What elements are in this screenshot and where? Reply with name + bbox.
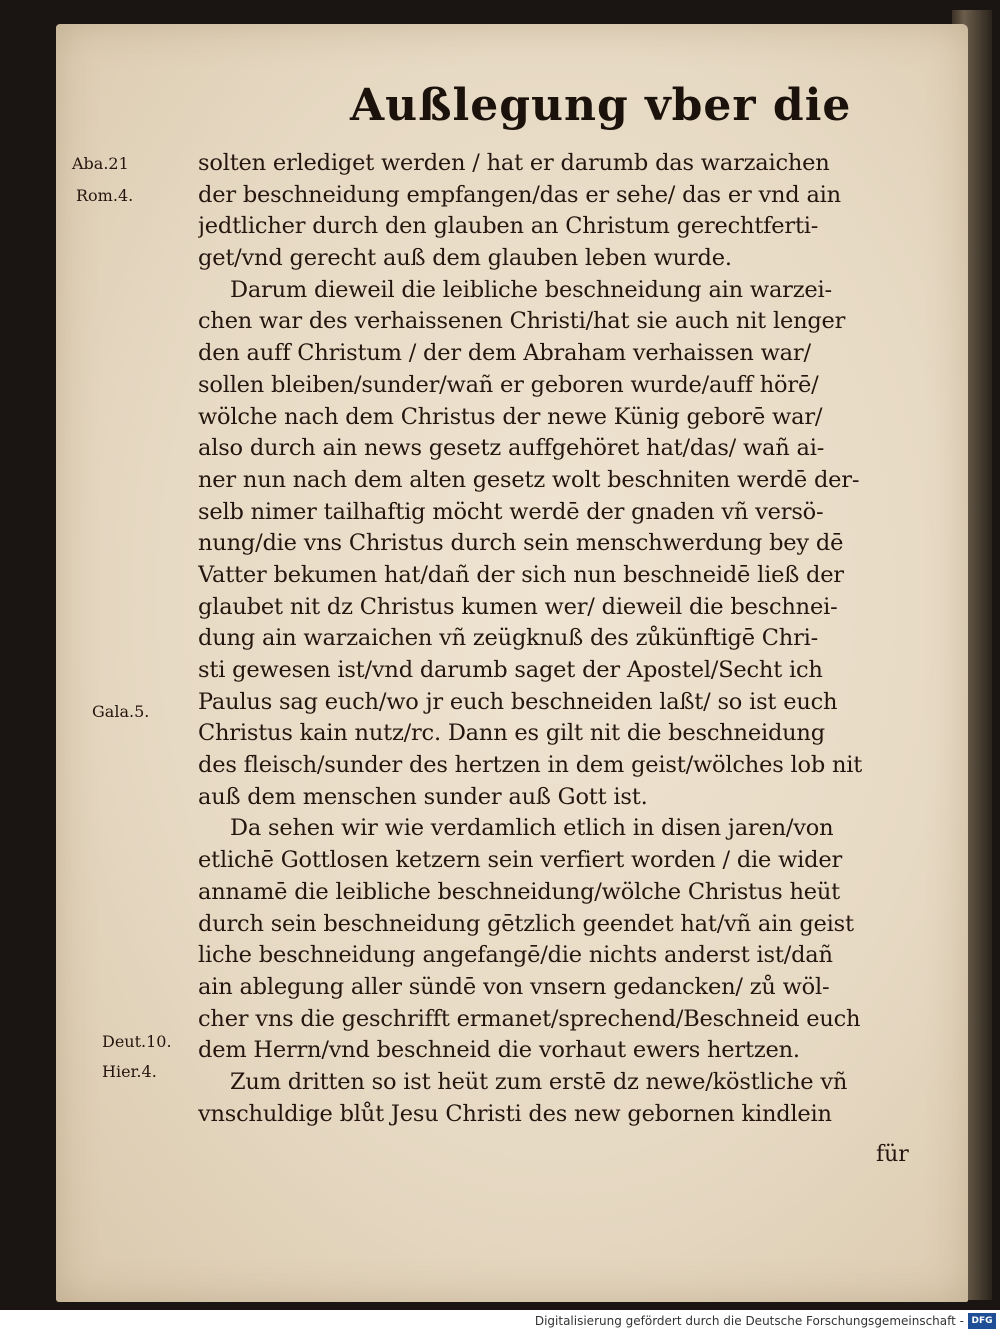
text-line: dem Herrn/vnd beschneid die vorhaut ewers hertzen. — [198, 1037, 800, 1064]
text-line: Vatter bekumen hat/dañ der sich nun beschneidē ließ der — [198, 561, 844, 588]
text-line: etlichē Gottlosen ketzern sein verfiert worden / die wider — [198, 847, 843, 874]
text-line: jedtlicher durch den glauben an Christum gerechtferti- — [198, 213, 819, 240]
text-line: vnschuldige blůt Jesu Christi des new gebornen kindlein — [198, 1100, 832, 1127]
text-line: ner nun nach dem alten gesetz wolt beschniten werdē der- — [198, 466, 860, 493]
catchword: für — [876, 1142, 909, 1167]
text-line: liche beschneidung angefangē/die nichts anderst ist/dañ — [198, 942, 833, 969]
margin-note-hier: Hier.4. — [102, 1062, 157, 1081]
dfg-logo-icon: DFG — [968, 1313, 996, 1329]
text-line: selb nimer tailhaftig möcht werdē der gnaden vñ versö- — [198, 498, 824, 525]
text-line: Paulus sag euch/wo jr euch beschneiden laßt/ so ist euch — [198, 688, 838, 715]
margin-note-rom: Rom.4. — [76, 186, 134, 205]
text-line: den auff Christum / der dem Abraham verhaissen war/ — [198, 340, 811, 367]
text-line: des fleisch/sunder des hertzen in dem geist/wölches lob nit — [198, 752, 863, 779]
text-line: durch sein beschneidung gētzlich geendet hat/vñ ain geist — [198, 910, 854, 937]
text-line: get/vnd gerecht auß dem glauben leben wurde. — [198, 245, 732, 272]
text-line: wölche nach dem Christus der newe Künig geborē war/ — [198, 403, 823, 430]
text-line: sti gewesen ist/vnd darumb saget der Apostel/Secht ich — [198, 657, 823, 683]
text-line: der beschneidung empfangen/das er sehe/ das er vnd ain — [198, 181, 841, 208]
text-line: Christus kain nutz/rc. Dann es gilt nit die beschneidung — [198, 720, 825, 747]
footer-bar — [0, 1310, 1000, 1333]
text-line: Zum dritten so ist heüt zum erstē dz newe/köstliche vñ — [230, 1068, 848, 1095]
text-line: cher vns die geschrifft ermanet/sprechend/Beschneid euch — [198, 1005, 861, 1032]
margin-note-deut: Deut.10. — [102, 1032, 172, 1051]
text-line: Darum dieweil die leibliche beschneidung ain warzei- — [230, 276, 832, 303]
body-text — [198, 148, 918, 1130]
text-line: nung/die vns Christus durch sein menschwerdung bey dē — [198, 530, 844, 557]
text-line: chen war des verhaissenen Christi/hat sie auch nit lenger — [198, 308, 846, 335]
text-line: Da sehen wir wie verdamlich etlich in disen jaren/von — [230, 815, 834, 842]
text-line: sollen bleiben/sunder/wañ er geboren wurde/auff hörē/ — [198, 371, 819, 398]
text-line: annamē die leibliche beschneidung/wölche Christus heüt — [198, 878, 841, 905]
text-line: also durch ain news gesetz auffgehöret hat/das/ wañ ai- — [198, 435, 825, 462]
funding-notice: Digitalisierung gefördert durch die Deutsche Forschungsgemeinschaft - — [534, 1314, 964, 1328]
text-line: auß dem menschen sunder auß Gott ist. — [198, 783, 648, 810]
margin-note-aba: Aba.21 — [72, 154, 129, 173]
text-line: dung ain warzaichen vñ zeügknuß des zůkünftigē Chri- — [198, 625, 819, 652]
margin-note-gala: Gala.5. — [92, 702, 150, 721]
text-line: solten erlediget werden / hat er darumb das warzaichen — [198, 150, 830, 176]
text-line: ain ablegung aller sündē von vnsern gedancken/ zů wöl- — [198, 973, 830, 1000]
text-line: glaubet nit dz Christus kumen wer/ dieweil die beschnei- — [198, 593, 838, 620]
page-header: Außlegung vber die — [350, 80, 852, 131]
